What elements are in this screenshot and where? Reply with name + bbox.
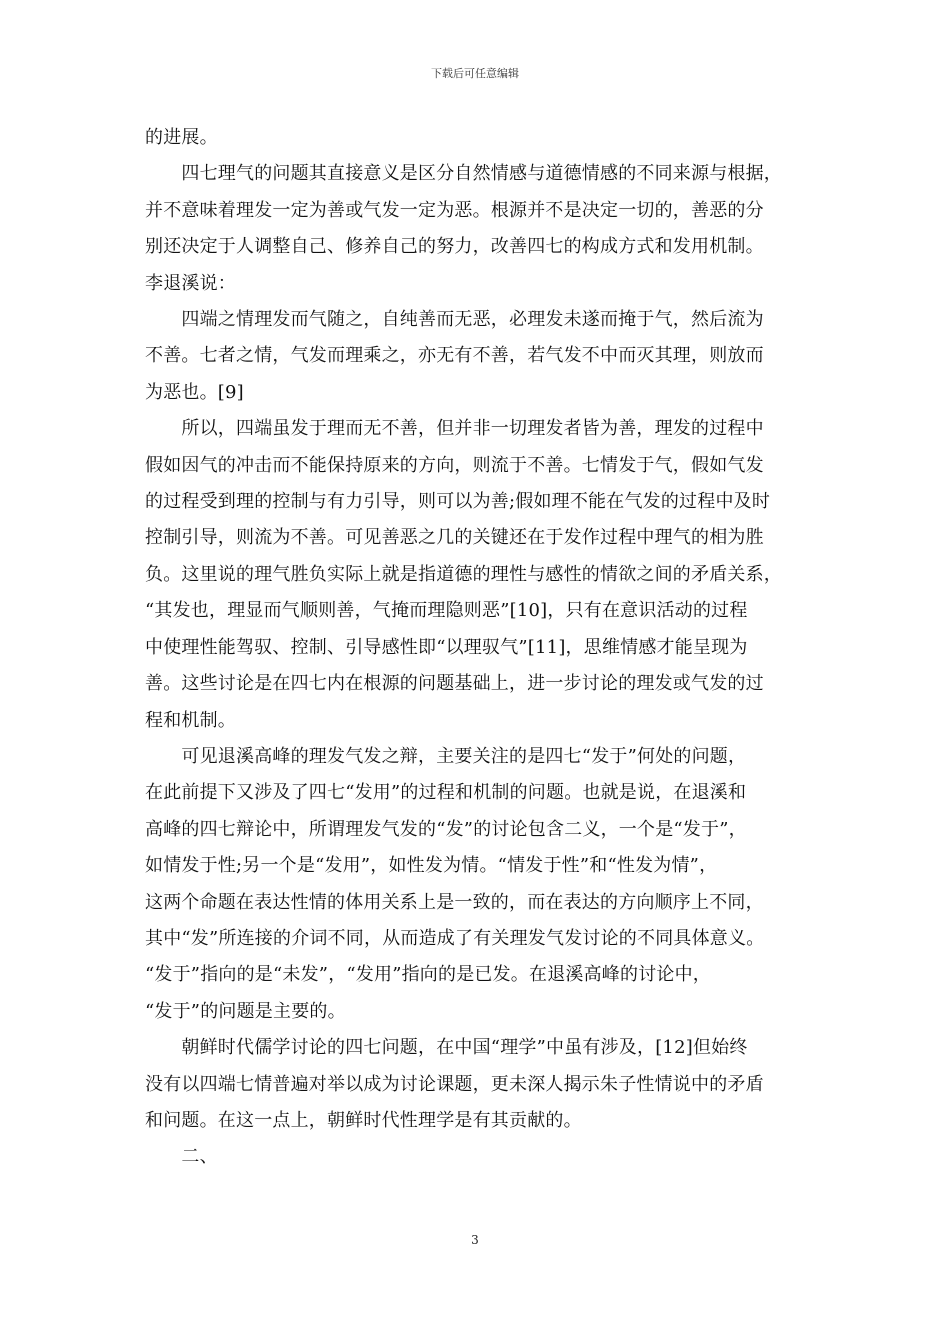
text-line: 朝鲜时代儒学讨论的四七问题，在中国“理学”中虽有涉及，[12]但始终 — [145, 1037, 748, 1059]
text-line: 李退溪说： — [145, 272, 236, 294]
text-line: 所以，四端虽发于理而无不善，但并非一切理发者皆为善，理发的过程中 — [145, 418, 764, 440]
text-line: 四七理气的问题其直接意义是区分自然情感与道德情感的不同来源与根据， — [145, 163, 782, 185]
text-line: 别还决定于人调整自己、修养自己的努力，改善四七的构成方式和发用机制。 — [145, 236, 764, 258]
page-number: 3 — [471, 1233, 479, 1247]
text-line: 程和机制。 — [145, 709, 236, 731]
text-line: 其中“发”所连接的介词不同，从而造成了有关理发气发讨论的不同具体意义。 — [145, 927, 765, 949]
text-line: 如情发于性;另一个是“发用”，如性发为情。“情发于性”和“性发为情”， — [145, 855, 718, 877]
text-line: 这两个命题在表达性情的体用关系上是一致的，而在表达的方向顺序上不同， — [145, 891, 764, 913]
text-line: 和问题。在这一点上，朝鲜时代性理学是有其贡献的。 — [145, 1109, 582, 1131]
document-body — [145, 120, 813, 1176]
text-line: 没有以四端七情普遍对举以成为讨论课题，更未深人揭示朱子性情说中的矛盾 — [145, 1073, 764, 1095]
text-line: 善。这些讨论是在四七内在根源的问题基础上，进一步讨论的理发或气发的过 — [145, 673, 764, 695]
text-line: 中使理性能驾驭、控制、引导感性即“以理驭气”[11]，思维情感才能呈现为 — [145, 636, 748, 658]
text-line: 二、 — [145, 1146, 218, 1168]
page-header: 下载后可任意编辑 — [431, 67, 519, 80]
text-line: “发于”指向的是“未发”，“发用”指向的是已发。在退溪高峰的讨论中， — [145, 964, 712, 986]
text-line: 四端之情理发而气随之，自纯善而无恶，必理发未遂而掩于气，然后流为 — [145, 309, 764, 331]
text-line: 并不意味着理发一定为善或气发一定为恶。根源并不是决定一切的，善恶的分 — [145, 199, 764, 221]
text-line: “发于”的问题是主要的。 — [145, 1000, 346, 1022]
text-line: 假如因气的冲击而不能保持原来的方向，则流于不善。七情发于气，假如气发 — [145, 454, 764, 476]
text-line: “其发也，理显而气顺则善，气掩而理隐则恶”[10]，只有在意识活动的过程 — [145, 600, 748, 622]
text-line: 的进展。 — [145, 127, 218, 148]
text-line: 为恶也。[9] — [145, 381, 244, 403]
text-line: 负。这里说的理气胜负实际上就是指道德的理性与感性的情欲之间的矛盾关系， — [145, 563, 782, 585]
text-line: 高峰的四七辩论中，所谓理发气发的“发”的讨论包含二义，一个是“发于”， — [145, 818, 747, 840]
text-line: 可见退溪高峰的理发气发之辩，主要关注的是四七“发于”何处的问题， — [145, 745, 747, 767]
text-line: 不善。七者之情，气发而理乘之，亦无有不善，若气发不中而灭其理，则放而 — [145, 345, 764, 367]
text-line: 的过程受到理的控制与有力引导，则可以为善;假如理不能在气发的过程中及时 — [145, 491, 771, 513]
text-line: 控制引导，则流为不善。可见善恶之几的关键还在于发作过程中理气的相为胜 — [145, 527, 764, 549]
text-line: 在此前提下又涉及了四七“发用”的过程和机制的问题。也就是说，在退溪和 — [145, 782, 747, 804]
